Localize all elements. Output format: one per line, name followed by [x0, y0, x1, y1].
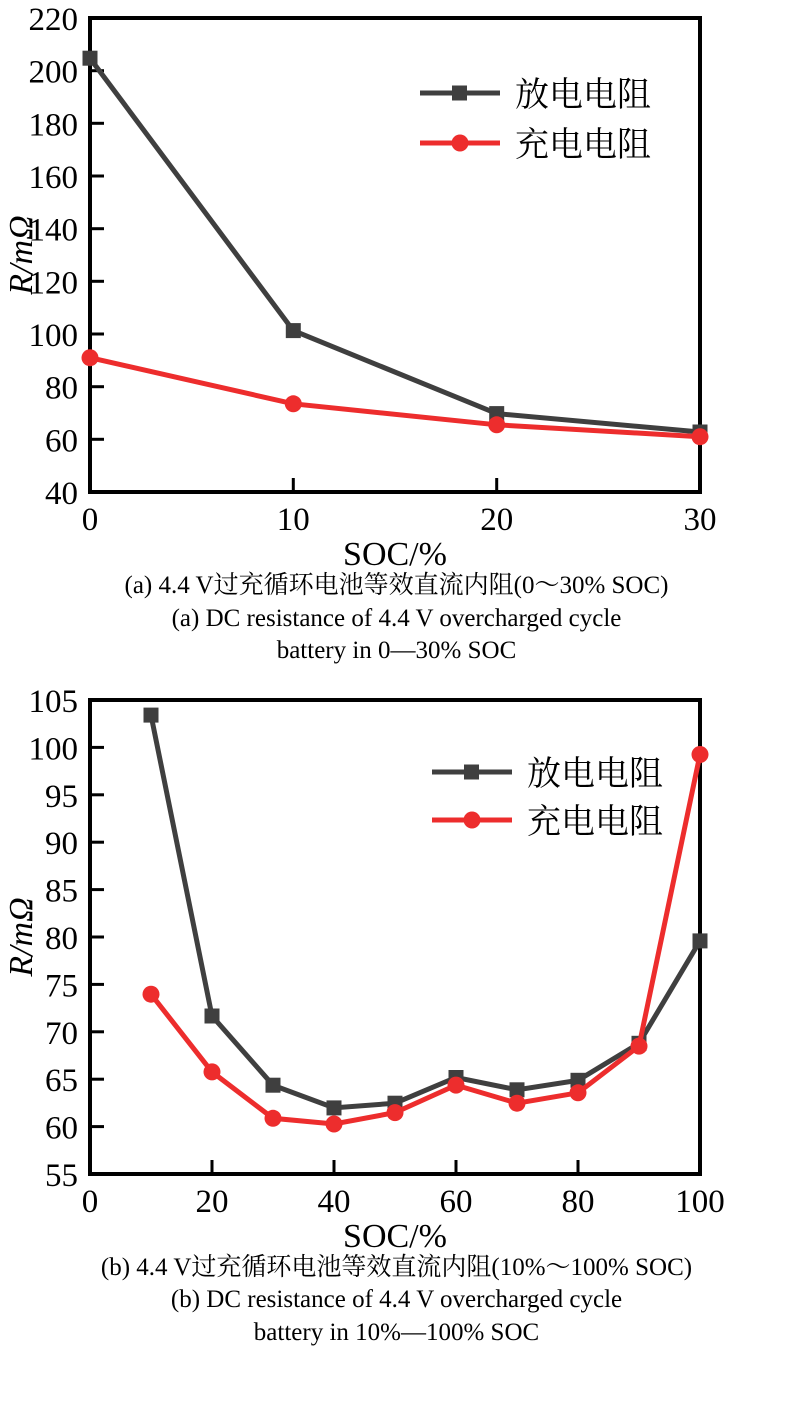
figure-a-caption	[0, 570, 793, 668]
chart-b-legend-marker-discharge	[464, 764, 479, 779]
chart-a-svg	[0, 0, 793, 570]
chart-b-ytick-8: 95	[45, 778, 78, 815]
figure-a-caption-cn: (a) 4.4 V过充循环电池等效直流内阻(0～30% SOC)	[124, 572, 669, 599]
chart-a-legend-label-discharge: 放电电阻	[515, 77, 651, 114]
chart-a-legend-label-charge: 充电电阻	[515, 127, 651, 164]
chart-a-ytick-0: 40	[45, 476, 78, 512]
chart-b-ytick-6: 85	[45, 873, 78, 910]
figure-b-caption	[0, 1252, 793, 1350]
chart-a-xtick-2: 20	[480, 502, 514, 538]
chart-b-xtick-3: 60	[439, 1183, 473, 1220]
chart-b-svg	[0, 682, 793, 1252]
chart-b-plot	[0, 682, 793, 1252]
chart-a-xtick-0: 0	[81, 502, 99, 538]
chart-b-ytick-1: 60	[45, 1110, 78, 1147]
chart-b-y-ticks	[90, 700, 104, 1174]
figure-b	[0, 682, 793, 1350]
chart-a-plot	[0, 0, 793, 570]
chart-b-ytick-3: 70	[45, 1015, 78, 1052]
chart-a-ytick-3: 100	[28, 318, 78, 354]
chart-b-ytick-5: 80	[45, 920, 78, 957]
chart-a-legend	[420, 76, 651, 164]
chart-b-ytick-2: 65	[45, 1062, 78, 1099]
chart-a-ytick-1: 60	[45, 423, 78, 460]
chart-b-xtick-0: 0	[81, 1183, 99, 1220]
chart-b-x-ticklabels	[82, 1184, 725, 1220]
chart-b-legend-label-charge: 充电电阻	[527, 803, 663, 841]
chart-a-x-ticklabels	[82, 502, 717, 538]
chart-b-xtick-2: 40	[317, 1183, 351, 1220]
chart-b-ytick-9: 100	[28, 730, 78, 767]
chart-b-xlabel: SOC/%	[343, 1217, 447, 1252]
chart-b-ytick-4: 75	[45, 967, 78, 1004]
chart-b-xtick-1: 20	[195, 1183, 229, 1220]
chart-a-xtick-3: 30	[683, 502, 717, 538]
chart-a-ytick-4: 120	[28, 265, 78, 302]
chart-b-ytick-10: 105	[28, 683, 78, 720]
chart-a-ytick-8: 200	[28, 54, 78, 91]
chart-b-x-ticks	[90, 1160, 700, 1174]
figure-b-caption-cn: (b) 4.4 V过充循环电池等效直流内阻(10%～100% SOC)	[100, 1253, 693, 1281]
figure-a-caption-en-2: battery in 0—30% SOC	[276, 637, 517, 664]
chart-b-ytick-0: 55	[45, 1157, 78, 1194]
chart-a-ytick-2: 80	[45, 370, 78, 407]
chart-a-ytick-6: 160	[28, 160, 78, 196]
chart-a-ytick-5: 140	[28, 212, 78, 249]
chart-a-xlabel: SOC/%	[343, 536, 447, 570]
chart-a-ytick-7: 180	[28, 107, 78, 144]
chart-b-legend-label-discharge: 放电电阻	[527, 755, 663, 793]
chart-a-legend-marker-charge	[452, 135, 469, 152]
chart-a-xtick-1: 10	[276, 502, 310, 538]
chart-b-xtick-5: 100	[675, 1183, 725, 1220]
figure-a-caption-en-1: (a) DC resistance of 4.4 V overcharged cycle	[171, 604, 622, 632]
figure-a	[0, 0, 793, 668]
chart-b-legend	[432, 755, 663, 841]
chart-a-ylabel: R/mΩ	[3, 215, 40, 295]
chart-a-ytick-9: 220	[28, 2, 78, 38]
chart-a-x-ticks	[90, 478, 700, 492]
chart-a-legend-marker-discharge	[452, 86, 467, 101]
figure-b-caption-en-1: (b) DC resistance of 4.4 V overcharged cycle	[170, 1286, 623, 1313]
chart-b-ytick-7: 90	[45, 825, 78, 862]
figure-b-caption-en-2: battery in 10%—100% SOC	[253, 1318, 540, 1346]
chart-b-ylabel: R/mΩ	[3, 896, 40, 977]
chart-b-xtick-4: 80	[561, 1183, 595, 1220]
chart-a-y-ticks	[90, 18, 104, 492]
chart-b-legend-marker-charge	[464, 811, 481, 828]
